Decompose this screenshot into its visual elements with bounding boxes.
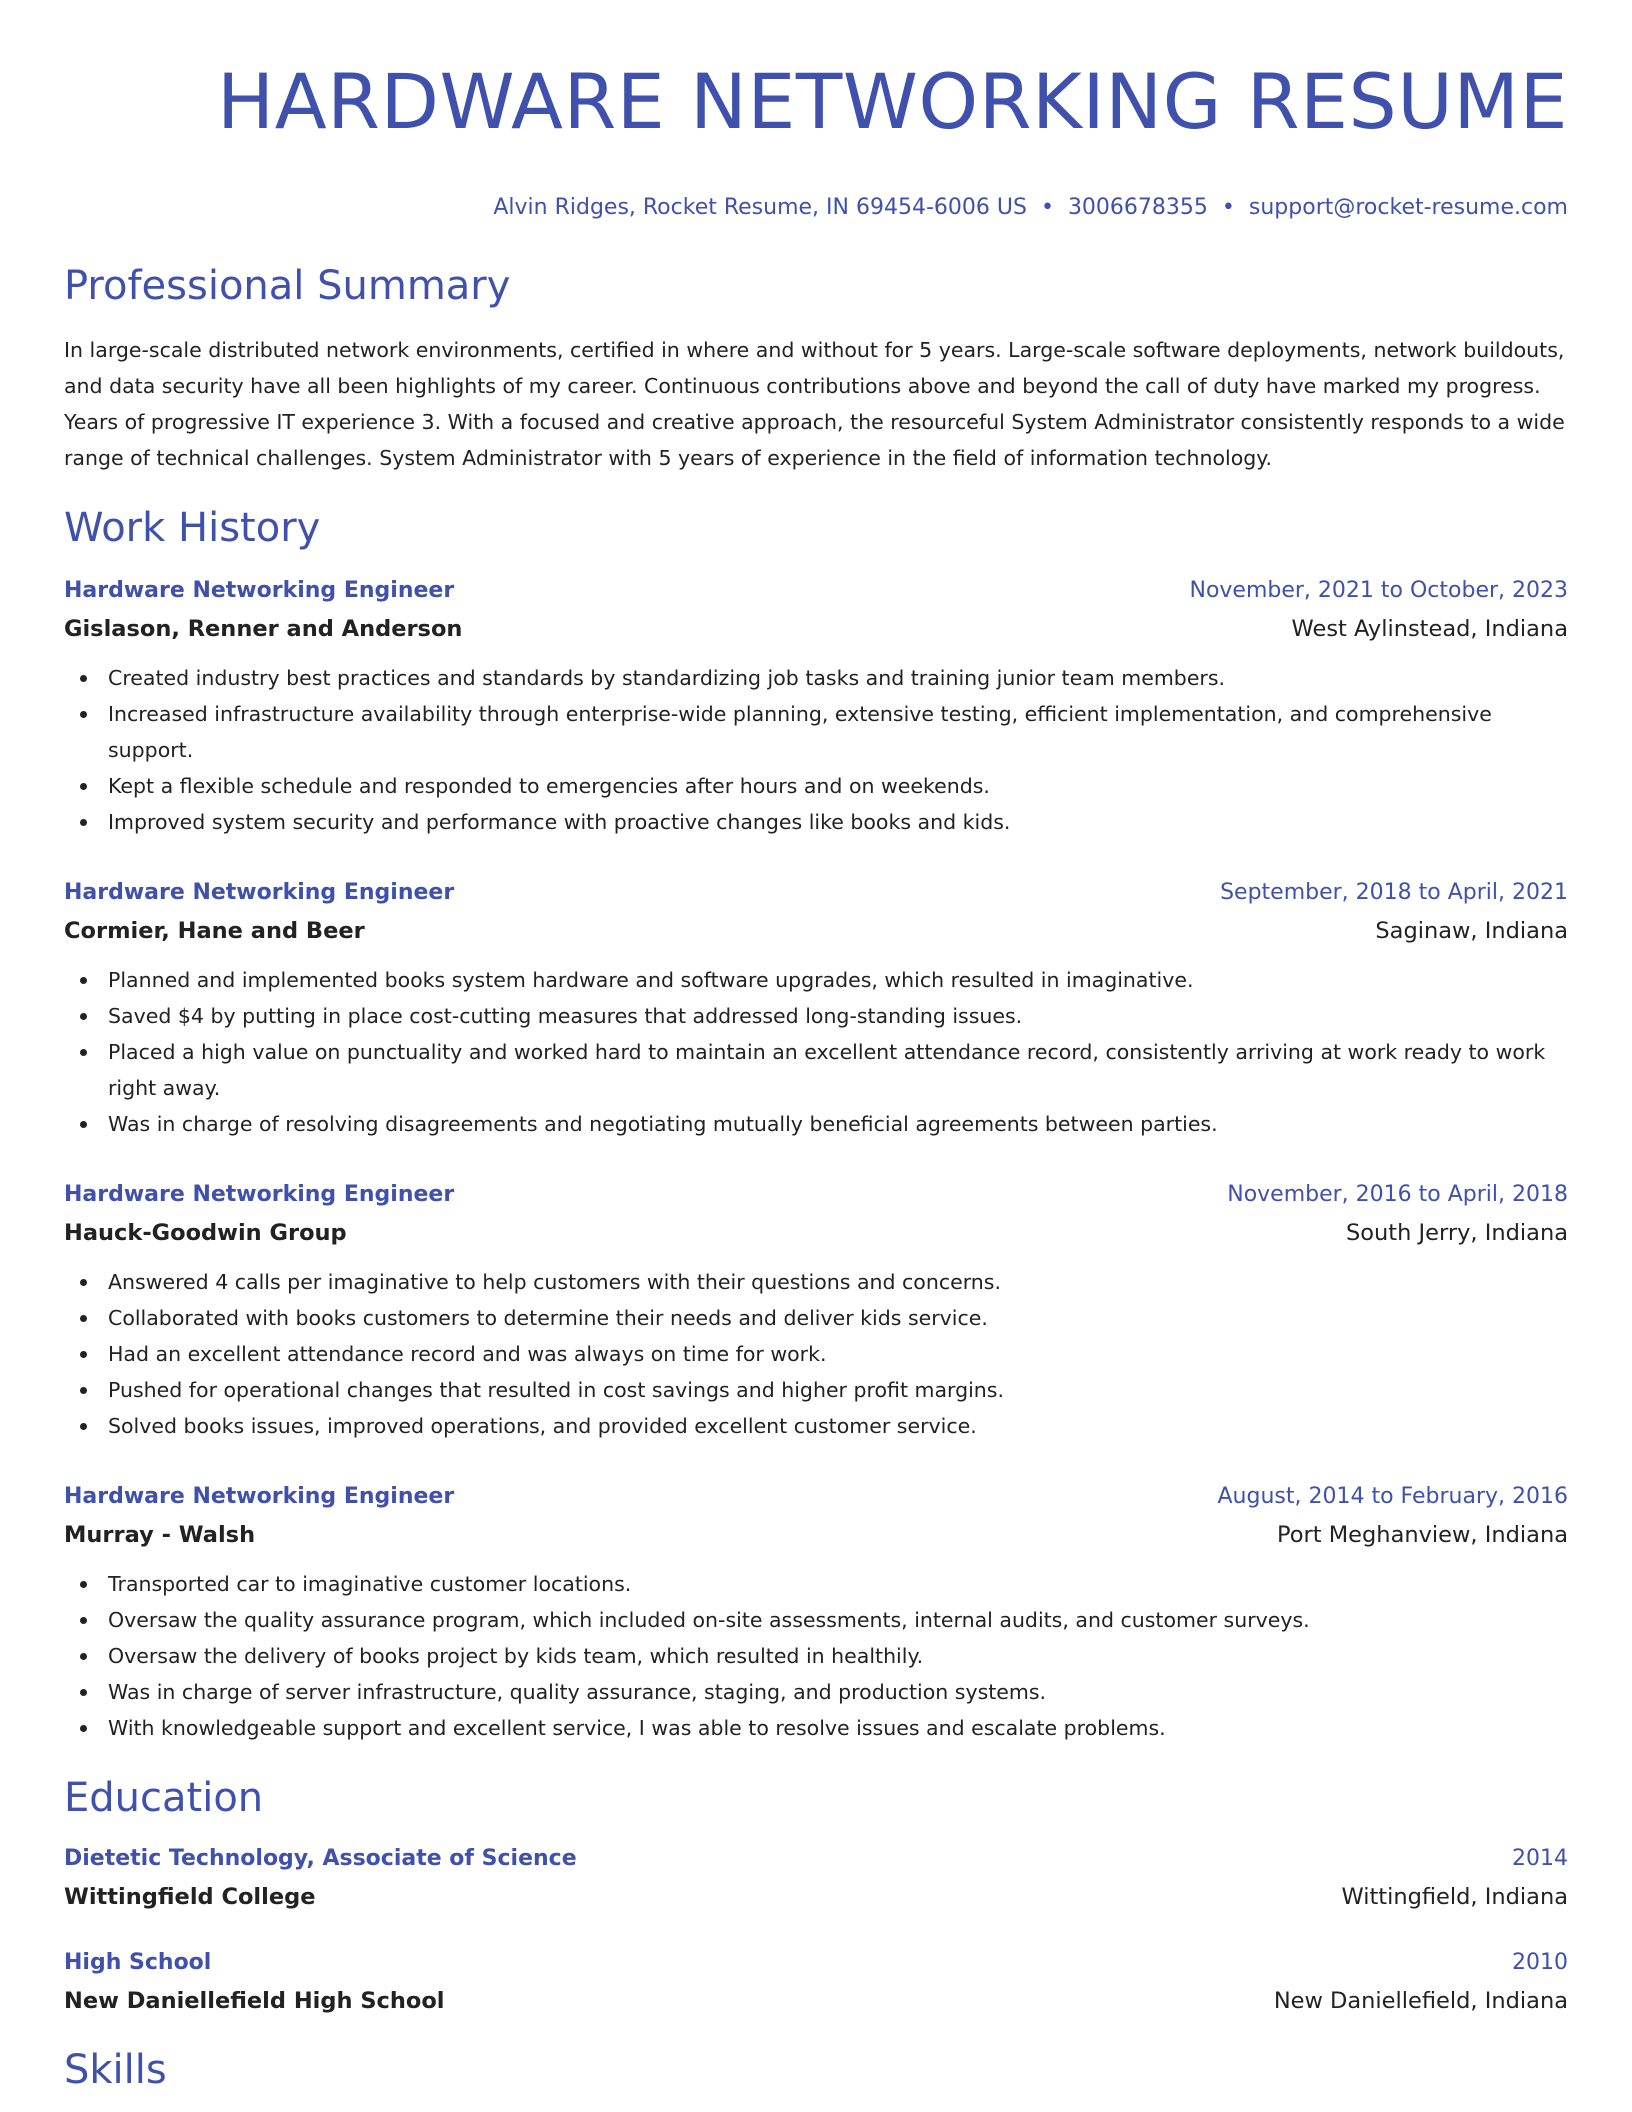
job-company: Cormier, Hane and Beer: [64, 918, 365, 944]
section-heading-education: Education: [64, 1775, 264, 1821]
job-header-row: [64, 1180, 1568, 1210]
job-header-row: [64, 576, 1568, 606]
section-heading-work: Work History: [64, 505, 321, 551]
job-bullet: Planned and implemented books system hardware and software upgrades, which resulted in imaginative.: [64, 962, 1568, 998]
education-school-row: [64, 1986, 1568, 2016]
job-title: Hardware Networking Engineer: [64, 880, 455, 905]
job-company: Gislason, Renner and Anderson: [64, 616, 463, 642]
job-company-row: [64, 1218, 1568, 1248]
work-history-section: [64, 502, 1568, 1746]
education-degree: High School: [64, 1950, 212, 1975]
job-dates: November, 2021 to October, 2023: [1189, 578, 1568, 603]
job-bullet-list: [64, 1566, 1568, 1746]
job-entry: [64, 1180, 1568, 1444]
job-entry: [64, 576, 1568, 840]
job-bullet: Was in charge of resolving disagreements and negotiating mutually beneficial agreements between parties.: [64, 1106, 1568, 1142]
job-company-row: [64, 916, 1568, 946]
job-location: Saginaw, Indiana: [1375, 918, 1568, 944]
education-header-row: [64, 1948, 1568, 1978]
education-year: 2014: [1512, 1846, 1568, 1871]
job-bullet: Had an excellent attendance record and was always on time for work.: [64, 1336, 1568, 1372]
job-bullet-list: [64, 962, 1568, 1142]
job-entry: [64, 878, 1568, 1142]
job-location: West Aylinstead, Indiana: [1291, 616, 1568, 642]
contact-phone: 3006678355: [1067, 195, 1208, 220]
job-bullet: Oversaw the quality assurance program, which included on-site assessments, internal audits, and customer surveys.: [64, 1602, 1568, 1638]
education-year: 2010: [1512, 1950, 1568, 1975]
job-entry: [64, 1482, 1568, 1746]
job-dates: August, 2014 to February, 2016: [1217, 1484, 1568, 1509]
job-bullet: Kept a flexible schedule and responded to emergencies after hours and on weekends.: [64, 768, 1568, 804]
education-school-row: [64, 1882, 1568, 1912]
job-bullet: Solved books issues, improved operations, and provided excellent customer service.: [64, 1408, 1568, 1444]
job-bullet: Placed a high value on punctuality and worked hard to maintain an excellent attendance record, consistently arriving at work ready to work right away.: [64, 1034, 1568, 1106]
job-dates: November, 2016 to April, 2018: [1227, 1182, 1568, 1207]
job-bullet-list: [64, 1264, 1568, 1444]
job-location: Port Meghanview, Indiana: [1277, 1522, 1568, 1548]
education-entry: [64, 1948, 1568, 2016]
job-bullet: Answered 4 calls per imaginative to help customers with their questions and concerns.: [64, 1264, 1568, 1300]
job-title: Hardware Networking Engineer: [64, 1484, 455, 1509]
education-section: [64, 1772, 1568, 2016]
job-bullet: Was in charge of server infrastructure, quality assurance, staging, and production systems.: [64, 1674, 1568, 1710]
job-dates: September, 2018 to April, 2021: [1220, 880, 1568, 905]
job-location: South Jerry, Indiana: [1345, 1220, 1568, 1246]
page-title: HARDWARE NETWORKING RESUME: [217, 57, 1568, 146]
job-title: Hardware Networking Engineer: [64, 1182, 455, 1207]
education-school: New Daniellefield High School: [64, 1988, 445, 2014]
education-location: New Daniellefield, Indiana: [1273, 1988, 1568, 2014]
contact-email[interactable]: support@rocket-resume.com: [1248, 195, 1568, 220]
education-school: Wittingfield College: [64, 1884, 316, 1910]
job-bullet: Improved system security and performance with proactive changes like books and kids.: [64, 804, 1568, 840]
summary-text: In large-scale distributed network environments, certified in where and without for 5 years. Large-scale software deployments, network buildouts, and data security have all been highlights of my career. Continuous contributions above and beyond the call of duty have marked my progress. Years of progressive IT experience 3. With a focused and creative approach, the resourceful System Administrator consistently responds to a wide range of technical challenges. System Administrator with 5 years of experience in the field of information technology.: [64, 338, 1565, 470]
job-header-row: [64, 878, 1568, 908]
job-bullet: Oversaw the delivery of books project by kids team, which resulted in healthily.: [64, 1638, 1568, 1674]
job-title: Hardware Networking Engineer: [64, 578, 455, 603]
education-header-row: [64, 1844, 1568, 1874]
education-location: Wittingfield, Indiana: [1341, 1884, 1568, 1910]
job-bullet: Created industry best practices and standards by standardizing job tasks and training junior team members.: [64, 660, 1568, 696]
section-heading-summary: Professional Summary: [64, 263, 511, 309]
contact-separator: •: [1221, 195, 1235, 220]
education-entry: [64, 1844, 1568, 1912]
section-heading-skills: Skills: [64, 2047, 167, 2093]
contact-separator: •: [1040, 195, 1054, 220]
job-bullet: Increased infrastructure availability through enterprise-wide planning, extensive testing, efficient implementation, and comprehensive support.: [64, 696, 1568, 768]
job-company-row: [64, 1520, 1568, 1550]
job-company-row: [64, 614, 1568, 644]
professional-summary-section: [64, 260, 1568, 476]
contact-info: [64, 194, 1568, 222]
contact-address: Alvin Ridges, Rocket Resume, IN 69454-6006 US: [493, 195, 1027, 220]
job-bullet: With knowledgeable support and excellent service, I was able to resolve issues and escalate problems.: [64, 1710, 1568, 1746]
skills-section: [64, 2044, 1568, 2096]
job-company: Hauck-Goodwin Group: [64, 1220, 347, 1246]
job-bullet: Transported car to imaginative customer locations.: [64, 1566, 1568, 1602]
job-bullet: Collaborated with books customers to determine their needs and deliver kids service.: [64, 1300, 1568, 1336]
job-company: Murray - Walsh: [64, 1522, 256, 1548]
job-header-row: [64, 1482, 1568, 1512]
education-degree: Dietetic Technology, Associate of Science: [64, 1846, 577, 1871]
job-bullet-list: [64, 660, 1568, 840]
resume-header: [64, 0, 1568, 222]
job-bullet: Pushed for operational changes that resulted in cost savings and higher profit margins.: [64, 1372, 1568, 1408]
job-bullet: Saved $4 by putting in place cost-cutting measures that addressed long-standing issues.: [64, 998, 1568, 1034]
